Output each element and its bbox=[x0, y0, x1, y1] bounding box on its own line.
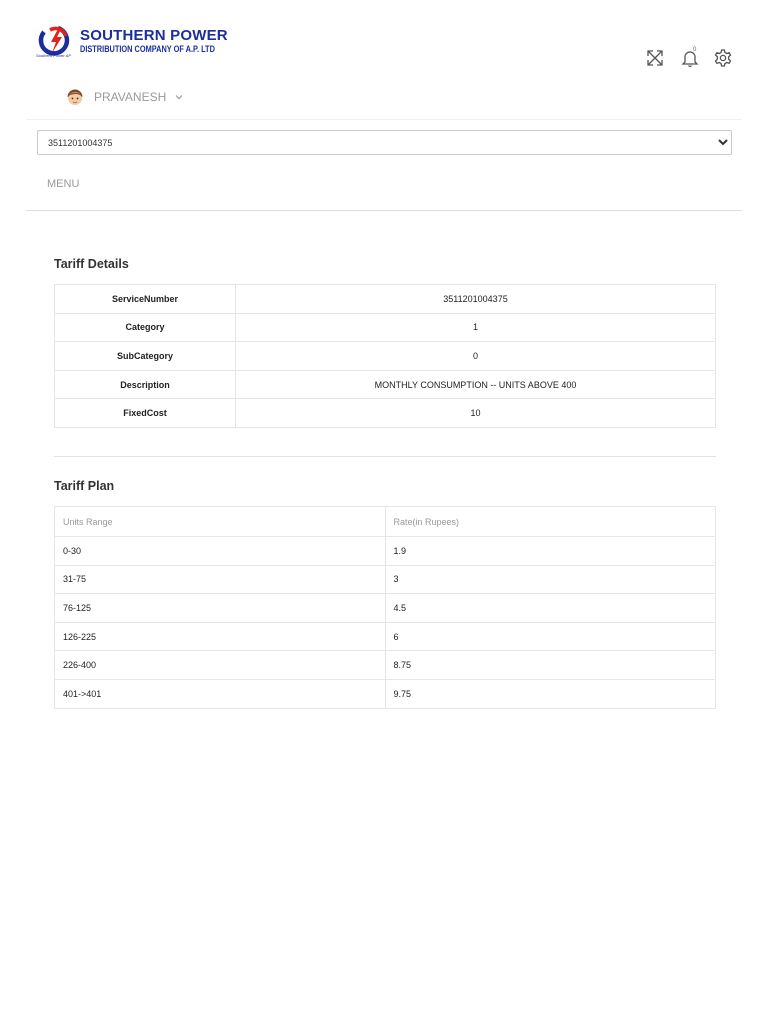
table-row bbox=[55, 342, 716, 371]
rate-cell: 4.5 bbox=[385, 594, 716, 623]
table-row bbox=[55, 285, 716, 314]
rate-cell: 6 bbox=[385, 622, 716, 651]
fullscreen-button[interactable] bbox=[645, 48, 665, 68]
units-range-cell: 31-75 bbox=[55, 565, 386, 594]
units-range-cell: 226-400 bbox=[55, 651, 386, 680]
units-range-cell: 0-30 bbox=[55, 537, 386, 566]
detail-label: ServiceNumber bbox=[55, 285, 236, 314]
page-header bbox=[0, 0, 768, 212]
settings-button[interactable] bbox=[713, 48, 733, 68]
detail-value: 3511201004375 bbox=[236, 285, 716, 314]
rate-cell: 9.75 bbox=[385, 679, 716, 708]
rate-cell: 8.75 bbox=[385, 651, 716, 680]
expand-arrows-icon bbox=[645, 48, 665, 68]
table-row bbox=[55, 622, 716, 651]
bell-icon bbox=[680, 48, 700, 68]
company-logo[interactable] bbox=[36, 22, 226, 62]
avatar bbox=[64, 86, 86, 108]
notifications-button[interactable] bbox=[680, 48, 700, 68]
tariff-details-title: Tariff Details bbox=[54, 257, 129, 271]
detail-label: Description bbox=[55, 370, 236, 399]
user-menu[interactable] bbox=[64, 86, 184, 108]
user-name: PRAVANESH bbox=[94, 90, 167, 104]
table-row bbox=[55, 565, 716, 594]
table-row bbox=[55, 313, 716, 342]
company-name: SOUTHERN POWER bbox=[80, 27, 228, 44]
section-divider bbox=[54, 456, 716, 457]
chevron-down-icon bbox=[174, 92, 184, 102]
detail-label: SubCategory bbox=[55, 342, 236, 371]
table-row bbox=[55, 679, 716, 708]
notification-count: 0 bbox=[693, 47, 697, 53]
rate-cell: 3 bbox=[385, 565, 716, 594]
rate-cell: 1.9 bbox=[385, 537, 716, 566]
detail-value: MONTHLY CONSUMPTION -- UNITS ABOVE 400 bbox=[236, 370, 716, 399]
units-range-cell: 76-125 bbox=[55, 594, 386, 623]
column-header-units-range: Units Range bbox=[55, 507, 386, 537]
table-row bbox=[55, 399, 716, 428]
table-row bbox=[55, 370, 716, 399]
tariff-plan-table bbox=[54, 506, 716, 709]
company-subtitle: DISTRIBUTION COMPANY OF A.P. LTD bbox=[80, 44, 215, 54]
detail-value: 1 bbox=[236, 313, 716, 342]
service-number-select[interactable] bbox=[37, 130, 732, 155]
table-row bbox=[55, 594, 716, 623]
gear-icon bbox=[713, 48, 733, 68]
detail-value: 0 bbox=[236, 342, 716, 371]
detail-label: FixedCost bbox=[55, 399, 236, 428]
units-range-cell: 401->401 bbox=[55, 679, 386, 708]
table-header-row bbox=[55, 507, 716, 537]
header-divider bbox=[26, 119, 742, 120]
company-tagline: Southern Power AP bbox=[36, 53, 71, 58]
tariff-details-table bbox=[54, 284, 716, 428]
detail-label: Category bbox=[55, 313, 236, 342]
nav-divider bbox=[26, 210, 742, 211]
table-row bbox=[55, 537, 716, 566]
detail-value: 10 bbox=[236, 399, 716, 428]
table-row bbox=[55, 651, 716, 680]
column-header-rate: Rate(in Rupees) bbox=[385, 507, 716, 537]
units-range-cell: 126-225 bbox=[55, 622, 386, 651]
menu-toggle[interactable]: MENU bbox=[47, 178, 80, 190]
tariff-plan-title: Tariff Plan bbox=[54, 479, 115, 493]
